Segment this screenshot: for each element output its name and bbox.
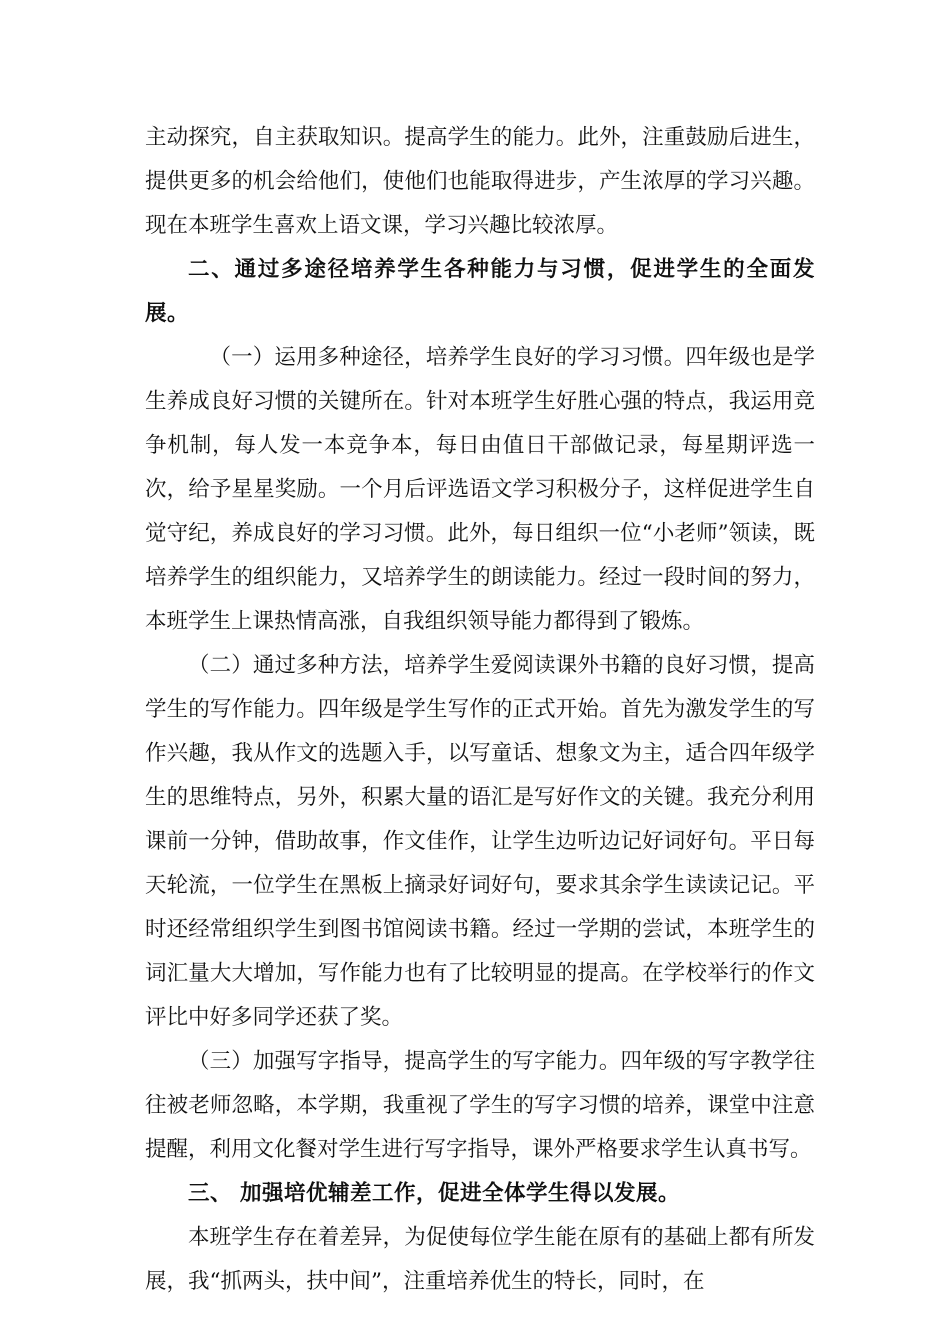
paragraph-reading-writing: （二）通过多种方法，培养学生爱阅读课外书籍的良好习惯，提高学生的写作能力。四年级是学生写作的正式开始。首先为激发学生的写作兴趣，我从作文的选题入手，以写童话、想象文为主，适合四年级学生的思维特点，另外，积累大量的语汇是写好作文的关键。我充分利用课前一分钟，借助故事，作文佳作，让学生边听边记好词好句。平日每天轮流，一位学生在黑板上摘录好词好句，要求其余学生读读记记。平时还经常组织学生到图书馆阅读书籍。经过一学期的尝试，本班学生的词汇量大大增加，写作能力也有了比较明显的提高。在学校举行的作文评比中好多同学还获了奖。 (145, 653, 815, 1030)
section-heading-3: 三、 加强培优辅差工作，促进全体学生得以发展。 (188, 1181, 680, 1206)
paragraph-handwriting: （三）加强写字指导，提高学生的写字能力。四年级的写字教学往往被老师忽略，本学期，我重视了学生的写字习惯的培养，课堂中注意提醒，利用文化餐对学生进行写字指导，课外严格要求学生认真书写。 (145, 1049, 815, 1162)
paragraph-habits: （一）运用多种途径，培养学生良好的学习习惯。四年级也是学生养成良好习惯的关键所在。针对本班学生好胜心强的特点，我运用竞争机制，每人发一本竞争本，每日由值日干部做记录，每星期评选一次，给予星星奖励。一个月后评选语文学习积极分子，这样促进学生自觉守纪，养成良好的学习习惯。此外，每日组织一位“小老师”领读，既培养学生的组织能力，又培养学生的朗读能力。经过一段时间的努力，本班学生上课热情高涨，自我组织领导能力都得到了锻炼。 (145, 345, 815, 634)
paragraph-differentiation: 本班学生存在着差异，为促使每位学生能在原有的基础上都有所发展，我“抓两头，扶中间”，注重培养优生的特长，同时，在 (145, 1225, 815, 1294)
section-heading-2: 二、通过多途径培养学生各种能力与习惯，促进学生的全面发展。 (145, 257, 815, 326)
document-body (145, 116, 815, 1304)
paragraph-continuation: 主动探究，自主获取知识。提高学生的能力。此外，注重鼓励后进生，提供更多的机会给他们，使他们也能取得进步，产生浓厚的学习兴趣。现在本班学生喜欢上语文课，学习兴趣比较浓厚。 (145, 125, 815, 238)
